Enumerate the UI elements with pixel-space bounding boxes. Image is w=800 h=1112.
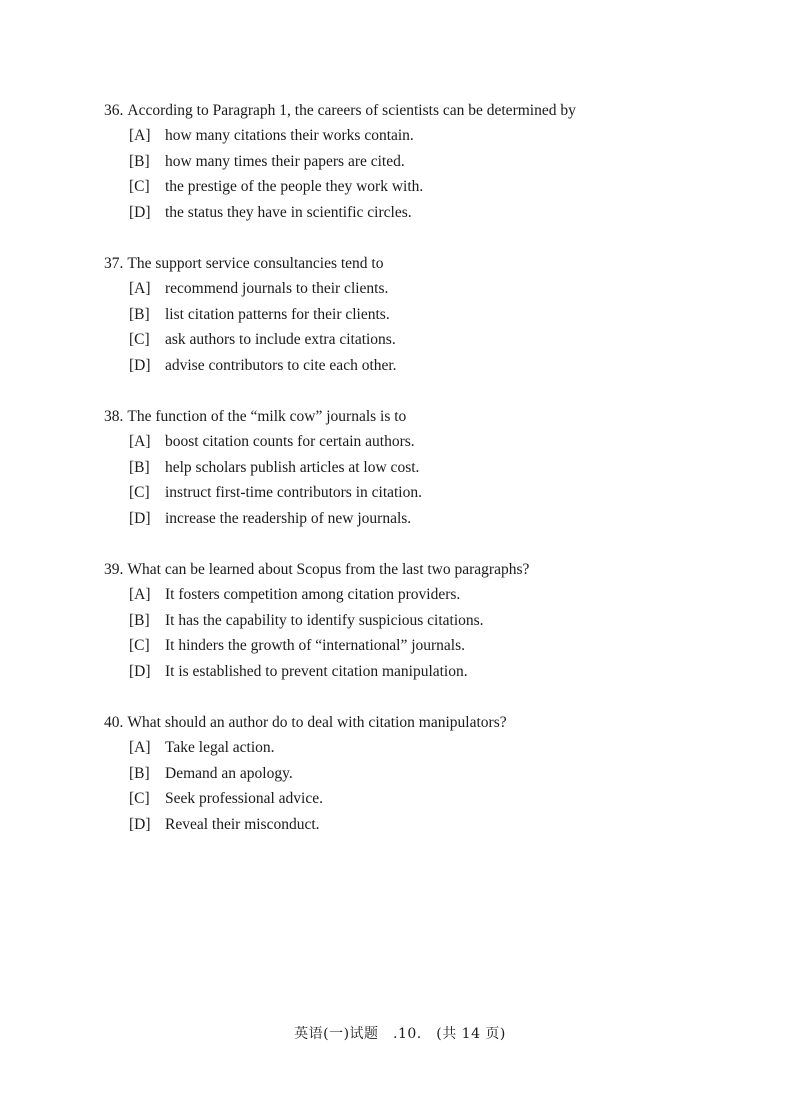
option-c xyxy=(104,327,764,353)
option-letter: [D] xyxy=(129,510,151,528)
option-text: advise contributors to cite each other. xyxy=(165,357,397,375)
option-letter: [D] xyxy=(129,816,151,834)
option-a xyxy=(104,735,764,761)
option-text: Demand an apology. xyxy=(165,764,293,782)
option-text: help scholars publish articles at low cost. xyxy=(165,458,420,476)
option-text: It is established to prevent citation manipulation. xyxy=(165,663,468,681)
option-text: how many citations their works contain. xyxy=(165,127,414,144)
option-text: ask authors to include extra citations. xyxy=(165,331,396,349)
option-letter: [C] xyxy=(129,790,150,808)
question-stem xyxy=(104,251,764,276)
question-text: The support service consultancies tend to xyxy=(127,255,384,272)
option-b xyxy=(104,608,764,634)
option-b xyxy=(104,302,764,328)
question-number: 39. xyxy=(104,561,124,578)
question-text: What should an author do to deal with citation manipulators? xyxy=(127,714,507,731)
option-b xyxy=(104,455,764,481)
option-text: boost citation counts for certain authors. xyxy=(165,433,415,450)
option-letter: [B] xyxy=(129,611,150,629)
question-text: The function of the “milk cow” journals is to xyxy=(127,408,407,425)
question-36 xyxy=(104,98,764,226)
option-d xyxy=(104,353,764,379)
option-d xyxy=(104,812,764,838)
option-letter: [B] xyxy=(129,152,150,170)
option-text: list citation patterns for their clients. xyxy=(165,305,390,323)
question-stem xyxy=(104,557,764,582)
option-a xyxy=(104,123,764,149)
option-text: It hinders the growth of “international” journals. xyxy=(165,637,466,655)
option-text: It fosters competition among citation providers. xyxy=(165,586,461,603)
option-d xyxy=(104,659,764,685)
question-stem xyxy=(104,710,764,735)
option-c xyxy=(104,174,764,200)
option-text: It has the capability to identify suspicious citations. xyxy=(165,611,484,629)
option-letter: [B] xyxy=(129,764,150,782)
option-letter: [A] xyxy=(129,127,151,144)
option-letter: [B] xyxy=(129,458,150,476)
option-text: Seek professional advice. xyxy=(165,790,323,808)
option-a xyxy=(104,582,764,608)
question-number: 37. xyxy=(104,255,124,272)
option-letter: [C] xyxy=(129,331,150,349)
option-letter: [A] xyxy=(129,739,151,756)
question-39 xyxy=(104,557,764,685)
option-d xyxy=(104,200,764,226)
option-letter: [D] xyxy=(129,663,151,681)
option-text: instruct first-time contributors in citation. xyxy=(165,484,422,502)
option-text: increase the readership of new journals. xyxy=(165,510,412,528)
option-letter: [A] xyxy=(129,280,151,297)
option-letter: [C] xyxy=(129,637,150,655)
option-text: Take legal action. xyxy=(165,739,275,756)
option-letter: [B] xyxy=(129,305,150,323)
option-letter: [D] xyxy=(129,357,151,375)
question-38 xyxy=(104,404,764,532)
question-number: 38. xyxy=(104,408,124,425)
question-text: What can be learned about Scopus from the last two paragraphs? xyxy=(127,561,530,578)
option-text: Reveal their misconduct. xyxy=(165,816,320,834)
option-text: the status they have in scientific circles. xyxy=(165,204,412,222)
option-a xyxy=(104,276,764,302)
question-text: According to Paragraph 1, the careers of scientists can be determined by xyxy=(127,102,576,119)
option-b xyxy=(104,149,764,175)
question-number: 40. xyxy=(104,714,124,731)
question-40 xyxy=(104,710,764,838)
option-text: how many times their papers are cited. xyxy=(165,152,405,170)
page-footer: 英语(一)试题 .10. (共 14 页) xyxy=(294,1026,506,1042)
option-c xyxy=(104,480,764,506)
question-37 xyxy=(104,251,764,379)
option-letter: [A] xyxy=(129,586,151,603)
option-letter: [D] xyxy=(129,204,151,222)
option-letter: [C] xyxy=(129,178,150,196)
question-stem xyxy=(104,98,764,123)
option-b xyxy=(104,761,764,787)
question-stem xyxy=(104,404,764,429)
question-number: 36. xyxy=(104,102,124,119)
option-letter: [A] xyxy=(129,433,151,450)
option-text: recommend journals to their clients. xyxy=(165,280,389,297)
option-text: the prestige of the people they work with. xyxy=(165,178,424,196)
option-a xyxy=(104,429,764,455)
option-c xyxy=(104,786,764,812)
option-letter: [C] xyxy=(129,484,150,502)
option-c xyxy=(104,633,764,659)
option-d xyxy=(104,506,764,532)
